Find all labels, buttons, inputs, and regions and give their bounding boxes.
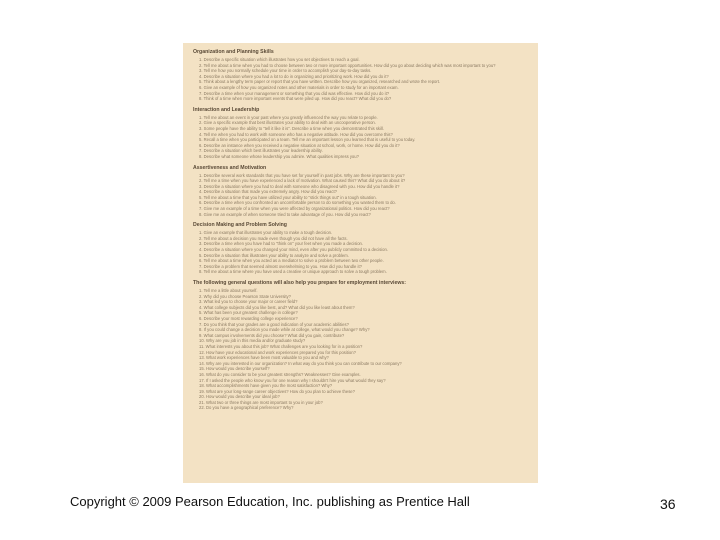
- question-item: 2. Why did you choose Pearson State University?: [199, 293, 291, 299]
- section-title: Decision Making and Problem Solving: [193, 222, 287, 229]
- question-item: 5. What has been your greatest challenge in college?: [199, 310, 298, 316]
- question-item: 8. Tell me about a time where you have used a creative or unique approach to solve a tough problem.: [199, 269, 387, 275]
- question-item: 12. How have your educational and work experiences prepared you for this position?: [199, 349, 356, 355]
- section-title: Organization and Planning Skills: [193, 49, 274, 55]
- question-item: 6. Give an example of how you organized notes and other materials in order to study for an important exam.: [199, 84, 399, 90]
- question-item: 6. Tell me about a time when you acted as a mediator to solve a problem between two other people.: [199, 258, 384, 264]
- question-item: 7. Describe a time when your management or something that you did was effective. How did you do it?: [199, 90, 390, 96]
- question-item: 20. How would you describe your ideal job?: [199, 394, 280, 400]
- question-item: 22. Do you have a geographical preference? Why?: [199, 405, 294, 411]
- question-item: 17. If I asked the people who know you for one reason why I shouldn't hire you what would they say?: [199, 377, 386, 383]
- question-item: 8. Think of a time when more important events that were piled up. How did you react? What did you do?: [199, 96, 392, 102]
- question-item: 5. Think about a lengthy term paper or report that you have written. Describe how you organized, researched and wrote the report.: [199, 79, 441, 85]
- question-item: 5. Tell me about a time that you have utilized your ability to "stick things out" in a tough situation.: [199, 194, 377, 200]
- question-item: 7. Give me an example of a time when you were affected by organizational politics. How did you react?: [199, 206, 390, 212]
- question-item: 4. Tell me when you had to work with someone who has a negative attitude. How did you overcome this?: [199, 131, 393, 137]
- section-title: Assertiveness and Motivation: [193, 164, 267, 171]
- question-item: 4. Describe a situation where you changed your mind, even after you publicly committed to a decision.: [199, 247, 389, 253]
- question-item: 14. Why are you interested in our organization? In what way do you think you can contribute to our company?: [199, 360, 402, 366]
- question-item: 4. Describe a situation that made you extremely angry. How did you react?: [199, 189, 337, 195]
- question-item: 3. Some people have the ability to "tell it like it is". Describe a time when you demonstrated this skill.: [199, 125, 384, 131]
- question-item: 1. Tell me a little about yourself.: [199, 288, 258, 293]
- document-content: [183, 43, 538, 411]
- question-item: 3. Tell me how you normally schedule your time in order to accomplish your day-to-day tasks.: [199, 68, 372, 74]
- question-item: 5. Describe a situation that illustrates your ability to analyze and solve a problem.: [199, 252, 349, 258]
- question-list: [199, 288, 528, 411]
- question-item: 2. Tell me a time when you have experienced a lack of motivation. What caused this? What did you do about it?: [199, 178, 406, 184]
- question-item: 3. Describe a time when you have had to "think on" your feet when you made a decision.: [199, 241, 364, 247]
- question-item: 6. Describe your most rewarding college experience?: [199, 315, 298, 321]
- question-list: [199, 57, 528, 102]
- section-title: Interaction and Leadership: [193, 106, 260, 113]
- question-item: 7. Describe a problem that seemed almost overwhelming to you. How did you handle it?: [199, 263, 362, 269]
- question-item: 4. Describe a situation where you had a lot to do in organizing and prioritizing work. How did you do it?: [199, 73, 389, 79]
- question-item: 11. What interests you about this job? What challenges are you looking for in a position?: [199, 343, 363, 349]
- question-item: 2. Tell me about a time when you had to choose between two or more important opportunities. How did you go about deciding which was most important to you?: [199, 62, 496, 68]
- question-item: 4. What college subjects did you like best, and? What did you like least about them?: [199, 304, 355, 310]
- question-item: 6. Describe an instance when you received a negative situation at school, work, or home. How did you do it?: [199, 142, 400, 148]
- question-item: 16. What do you consider to be your greatest strengths? Weaknesses? Give examples.: [199, 371, 361, 377]
- question-item: 10. Why are you job in this media and/or graduate study?: [199, 338, 306, 344]
- question-item: 19. What are your long-range career objectives? How do you plan to achieve these?: [199, 388, 355, 394]
- question-item: 13. What work experiences have been most valuable to you and why?: [199, 355, 329, 361]
- page-number: 36: [660, 496, 676, 512]
- question-item: 2. Give a specific example that best illustrates your ability to deal with an uncooperative person.: [199, 120, 376, 126]
- question-item: 1. Give an example that illustrates your ability to make a tough decision.: [199, 230, 333, 236]
- question-item: 5. Recall a time when you participated on a team. Tell me an important lesson you learned that is useful to you today.: [199, 137, 416, 143]
- question-item: 18. What accomplishments have given you the most satisfaction? Why?: [199, 383, 333, 389]
- question-item: 8. If you could change a decision you made while at college, what would you change? Why?: [199, 327, 370, 333]
- question-item: 8. Describe what someone whose leadership you admire. What qualities impress you?: [199, 153, 359, 159]
- question-list: [199, 115, 528, 160]
- question-item: 7. Do you think that your grades are a good indication of your academic abilities?: [199, 321, 349, 327]
- question-item: 1. Tell me about an event in your past where you greatly influenced the way you relate to people.: [199, 114, 378, 120]
- copyright-text: Copyright © 2009 Pearson Education, Inc. publishing as Prentice Hall: [70, 494, 470, 509]
- question-item: 6. Describe a time when you confronted an uncomfortable person to do something you wanted them to do.: [199, 200, 396, 206]
- question-item: 9. What campus involvements did you choose? What did you gain, contribute?: [199, 332, 345, 338]
- question-item: 2. Tell me about a decision you made even though you did not have all the facts.: [199, 235, 348, 241]
- question-item: 7. Describe a situation which best illustrates your leadership ability.: [199, 148, 323, 154]
- question-item: 8. Give me an example of when someone tried to take advantage of you. How did you react?: [199, 211, 371, 217]
- question-item: 1. Describe a specific situation which illustrates how you set objectives to reach a goal.: [199, 57, 360, 62]
- question-item: 1. Describe several work standards that you have set for yourself in past jobs. Why are these important to you?: [199, 172, 405, 178]
- document-page: [183, 43, 538, 483]
- section-title: The following general questions will also help you prepare for employment interviews:: [193, 280, 407, 286]
- question-item: 3. Describe a situation where you had to deal with someone who disagreed with you. How did you handle it?: [199, 183, 400, 189]
- question-item: 15. How would you describe yourself?: [199, 366, 270, 372]
- question-list: [199, 230, 528, 275]
- question-item: 21. What two or three things are most important to you in your job?: [199, 399, 323, 405]
- question-list: [199, 173, 528, 218]
- question-item: 3. What led you to choose your major or career field?: [199, 299, 298, 305]
